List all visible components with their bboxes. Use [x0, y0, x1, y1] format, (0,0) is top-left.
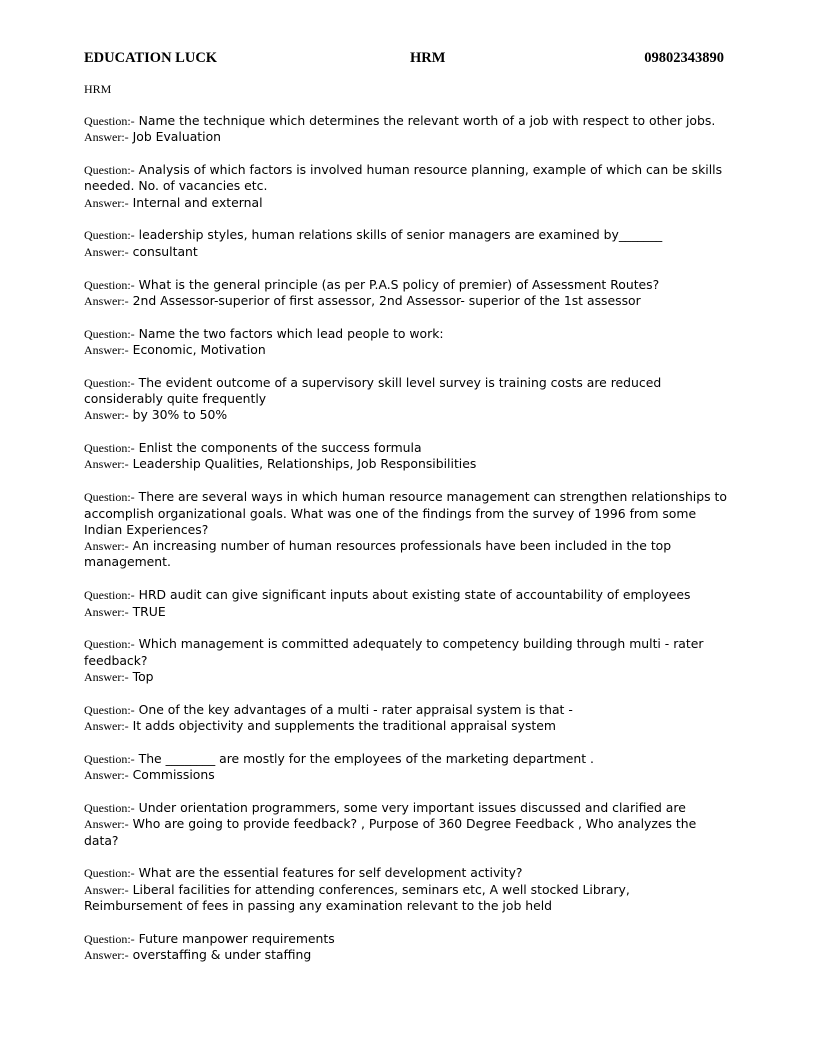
question-text: Which management is committed adequately to competency building through multi - rater feedback? [84, 636, 704, 668]
answer-text: Job Evaluation [132, 129, 222, 145]
answer-label: Answer:- [84, 669, 129, 684]
question-label: Question:- [84, 375, 135, 390]
answer-line [84, 718, 732, 734]
answer-label: Answer:- [84, 293, 129, 308]
answer-line [84, 947, 732, 963]
question-label: Question:- [84, 751, 135, 766]
question-text: leadership styles, human relations skills of senior managers are examined by_______ [138, 227, 663, 243]
answer-label: Answer:- [84, 947, 129, 962]
answer-text: Commissions [132, 767, 215, 783]
answer-text: 2nd Assessor-superior of first assessor, 2nd Assessor- superior of the 1st assessor [132, 292, 641, 308]
question-text: What is the general principle (as per P.A.S policy of premier) of Assessment Routes? [138, 276, 660, 292]
question-text: Name the technique which determines the relevant worth of a job with respect to other jobs. [138, 113, 716, 128]
question-label: Question:- [84, 637, 135, 652]
qa-item [84, 227, 732, 260]
question-text: Enlist the components of the success formula [138, 440, 422, 456]
question-line [84, 636, 732, 669]
question-line [84, 162, 732, 195]
question-line [84, 931, 732, 947]
answer-label: Answer:- [84, 457, 129, 472]
question-label: Question:- [84, 702, 135, 717]
question-text: Name the two factors which lead people to work: [138, 325, 444, 341]
qa-list [84, 113, 732, 980]
question-text: One of the key advantages of a multi - rater appraisal system is that - [138, 701, 573, 717]
question-label: Question:- [84, 866, 135, 881]
qa-item [84, 865, 732, 914]
answer-line [84, 669, 732, 685]
question-line [84, 227, 732, 243]
question-line [84, 489, 732, 538]
question-line [84, 375, 732, 408]
question-line [84, 702, 732, 718]
answer-label: Answer:- [84, 408, 129, 423]
answer-text: consultant [132, 243, 198, 259]
answer-label: Answer:- [84, 719, 129, 734]
answer-line [84, 538, 732, 571]
qa-item [84, 440, 732, 473]
answer-line [84, 816, 732, 849]
answer-text: Liberal facilities for attending conferences, seminars etc, A well stocked Library, Reimbursement of fees in passing any examination relevant to the job held [84, 881, 630, 913]
answer-line [84, 882, 732, 915]
qa-item [84, 587, 732, 620]
qa-item [84, 702, 732, 735]
qa-item [84, 277, 732, 310]
answer-text: Top [132, 668, 154, 684]
answer-text: It adds objectivity and supplements the traditional appraisal system [132, 718, 556, 734]
question-line [84, 800, 732, 816]
question-line [84, 865, 732, 881]
answer-text: Economic, Motivation [132, 341, 266, 357]
answer-text: Who are going to provide feedback? , Purpose of 360 Degree Feedback , Who analyzes the data? [84, 816, 697, 848]
answer-text: An increasing number of human resources professionals have been included in the top management. [84, 538, 672, 570]
question-line [84, 113, 732, 129]
answer-line [84, 604, 732, 620]
qa-item [84, 326, 732, 359]
question-text: The ________ are mostly for the employees of the marketing department . [138, 750, 594, 766]
question-line [84, 587, 732, 603]
answer-label: Answer:- [84, 882, 129, 897]
question-label: Question:- [84, 441, 135, 456]
answer-text: TRUE [132, 603, 166, 619]
answer-line [84, 195, 732, 211]
question-label: Question:- [84, 163, 135, 178]
header-phone: 09802343890 [644, 50, 724, 66]
question-line [84, 277, 732, 293]
qa-item [84, 800, 732, 849]
header-brand: EDUCATION LUCK [84, 50, 218, 66]
answer-line [84, 767, 732, 783]
answer-label: Answer:- [84, 768, 129, 783]
answer-label: Answer:- [84, 604, 129, 619]
answer-text: by 30% to 50% [132, 407, 228, 423]
answer-label: Answer:- [84, 817, 129, 832]
answer-text: Leadership Qualities, Relationships, Job Responsibilities [132, 456, 477, 472]
header-subject: HRM [410, 50, 446, 66]
qa-item [84, 931, 732, 964]
question-label: Question:- [84, 114, 135, 128]
qa-item [84, 751, 732, 784]
question-label: Question:- [84, 228, 135, 243]
question-label: Question:- [84, 277, 135, 292]
answer-line [84, 342, 732, 358]
question-text: The evident outcome of a supervisory skill level survey is training costs are reduced considerably quite frequently [84, 374, 662, 407]
qa-item [84, 113, 732, 146]
answer-text: Internal and external [132, 194, 263, 210]
answer-text: overstaffing & under staffing [132, 946, 312, 962]
qa-item [84, 489, 732, 570]
question-text: Future manpower requirements [138, 930, 335, 946]
question-line [84, 751, 732, 767]
question-line [84, 326, 732, 342]
question-text: What are the essential features for self development activity? [138, 865, 523, 881]
question-text: Under orientation programmers, some very important issues discussed and clarified are [138, 799, 686, 815]
qa-item [84, 375, 732, 424]
answer-line [84, 129, 732, 145]
question-text: There are several ways in which human resource management can strengthen relationships to accomplish organizational goals. What was one of the findings from the survey of 1996 from some Indian Experiences? [84, 489, 727, 537]
document-subtitle: HRM [84, 82, 112, 96]
qa-item [84, 636, 732, 685]
answer-label: Answer:- [84, 195, 129, 210]
answer-line [84, 407, 732, 423]
answer-line [84, 244, 732, 260]
page-header [84, 50, 732, 70]
answer-label: Answer:- [84, 539, 129, 554]
question-text: HRD audit can give significant inputs about existing state of accountability of employees [138, 587, 691, 603]
answer-line [84, 293, 732, 309]
answer-line [84, 456, 732, 472]
answer-label: Answer:- [84, 130, 129, 145]
question-label: Question:- [84, 931, 135, 946]
answer-label: Answer:- [84, 244, 129, 259]
question-label: Question:- [84, 490, 135, 505]
question-label: Question:- [84, 326, 135, 341]
qa-item [84, 162, 732, 211]
question-label: Question:- [84, 588, 135, 603]
question-text: Analysis of which factors is involved human resource planning, example of which can be skills needed. No. of vacancies etc. [84, 162, 723, 194]
question-line [84, 440, 732, 456]
answer-label: Answer:- [84, 342, 129, 357]
question-label: Question:- [84, 800, 135, 815]
